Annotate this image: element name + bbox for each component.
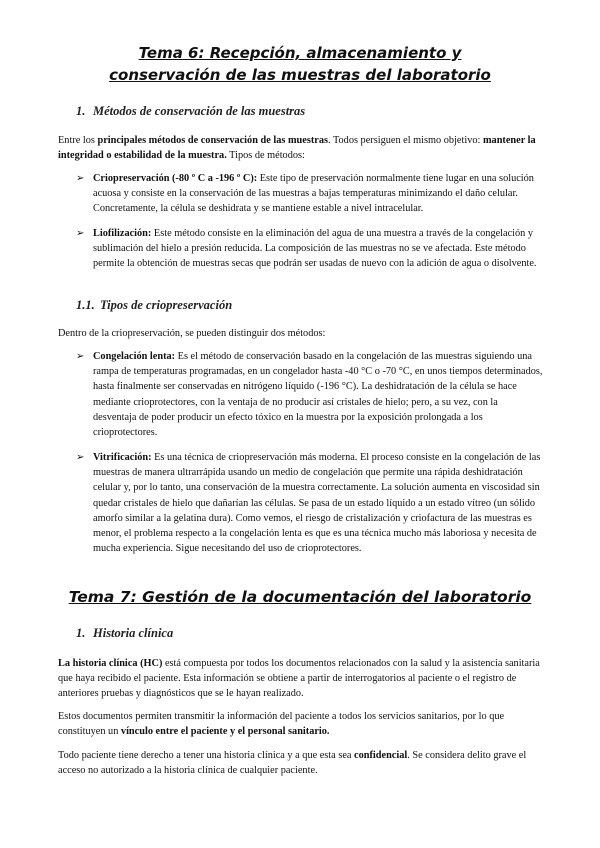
section-1-number: 1. [76,104,86,118]
bullet-criopreservacion [93,171,543,217]
p1-text: está compuesta por todos los documentos relacionados con la salud y la asistencia sanitaria que haya recibido el paciente. Esta información se obtiene a partir de interrogatorios al paciente o el registro de anteriores pruebas y diagnósticos que se le hayan realizado. [58,658,540,699]
p1-bold: La historia clínica (HC) [58,658,163,669]
intro-paragraph [58,133,544,163]
section-1-1-heading [76,298,232,313]
intro2-paragraph: Dentro de la criopreservación, se pueden distinguir dos métodos: [58,328,326,339]
section-1-heading [76,104,305,119]
documentos-paragraph [58,709,544,739]
bullet-arrow-icon: ➢ [76,351,85,362]
p3-text-1: Todo paciente tiene derecho a tener una historia clínica y a que esta sea [58,750,355,761]
bullet-liofilizacion [93,226,543,272]
bullet-arrow-icon: ➢ [76,452,85,463]
p3-text-2: . Se considera delito grave el acceso no autorizado a la historia clínica de cualquier paciente. [58,750,527,776]
intro-text-2: . Todos persiguen el mismo objetivo: [328,135,483,146]
bullet-text: Es una técnica de criopreservación más moderna. El proceso consiste en la congelación de las muestras de manera ultrarrápida usando un medio de congelación que permite una rápida deshidratación celular y, por lo tanto, una conservación de la muestra correctamente. La solución aumenta en viscosidad sin quedar cristales de hielo que dañarían las células. Se pasa de un estado líquido a un estado vítreo (un sólido amorfo similar a la gelatina dura). Como vemos, el riesgo de cristalización y criofactura de las muestras es menor, el problema respecto a la congelación lenta es que es una técnica mucho más laboriosa y necesita de mucha experiencia. Sigue necesitando del uso de crioprotectores. [93,452,541,555]
bullet-vitrificacion [93,450,543,556]
bullet-term: Congelación lenta: [93,351,176,362]
tema7-title: Tema 7: Gestión de la documentación del laboratorio [68,588,532,606]
intro-text-3: Tipos de métodos: [226,150,305,161]
confidencial-paragraph [58,748,544,778]
bullet-text: Este método consiste en la eliminación del agua de una muestra a través de la congelación y sublimación del hielo a presión reducida. La composición de las muestras no se ve afectada. Este método permite la obtención de muestras secas que podrán ser usadas de nuevo con la adición de agua o disolvente. [93,228,537,270]
bullet-text: Es el método de conservación basado en la congelación de las muestras siguiendo una rampa de temperaturas programadas, en un congelador hasta -40 °C o -70 °C, en unos tiempos determinados, hasta finalmente ser conservadas en nitrógeno líquido (-196 °C). La deshidratación de la célula se hace mediante crioprotectores, con la ventaja de no producir así cristales de hielo; pero, a su vez, con la desventaja de poder producir un efecto tóxico en la muestra por la exposición prolongada a los crioprotectores. [93,351,543,439]
tema7-section-1-heading [76,626,173,641]
intro-text-1: Entre los [58,135,98,146]
bullet-congelacion-lenta [93,349,543,440]
section-1-1-title: Tipos de criopreservación [100,298,233,312]
tema7-section-1-number: 1. [76,626,86,640]
bullet-arrow-icon: ➢ [76,173,85,184]
historia-clinica-paragraph [58,656,544,701]
bullet-term: Criopreservación (-80 º C a -196 º C): [93,173,258,184]
tema7-section-1-title: Historia clínica [93,626,174,640]
tema6-title-line2: conservación de las muestras del laboratorio [109,66,491,84]
intro-bold-1: principales métodos de conservación de las muestras [97,135,328,146]
p3-bold: confidencial [354,750,408,761]
section-1-title: Métodos de conservación de las muestras [93,104,306,118]
bullet-term: Vitrificación: [93,452,152,463]
bullet-arrow-icon: ➢ [76,228,85,239]
tema6-title-line1: Tema 6: Recepción, almacenamiento y [138,44,462,62]
p2-text-1: Estos documentos permiten transmitir la información del paciente a todos los servicios sanitarios, por lo que constituyen un [58,711,505,737]
bullet-text: Este tipo de preservación normalmente tiene lugar en una solución acuosa y consiste en la conservación de las muestras a bajas temperaturas minimizando el daño celular. Concretamente, la célula se deshidrata y se mantiene estable a nivel intracelular. [93,173,534,215]
p2-bold: vínculo entre el paciente y el personal sanitario. [120,726,330,737]
intro-bold-2: mantener la integridad o estabilidad de la muestra. [58,135,536,161]
bullet-term: Liofilización: [93,228,152,239]
section-1-1-number: 1.1. [76,298,95,312]
